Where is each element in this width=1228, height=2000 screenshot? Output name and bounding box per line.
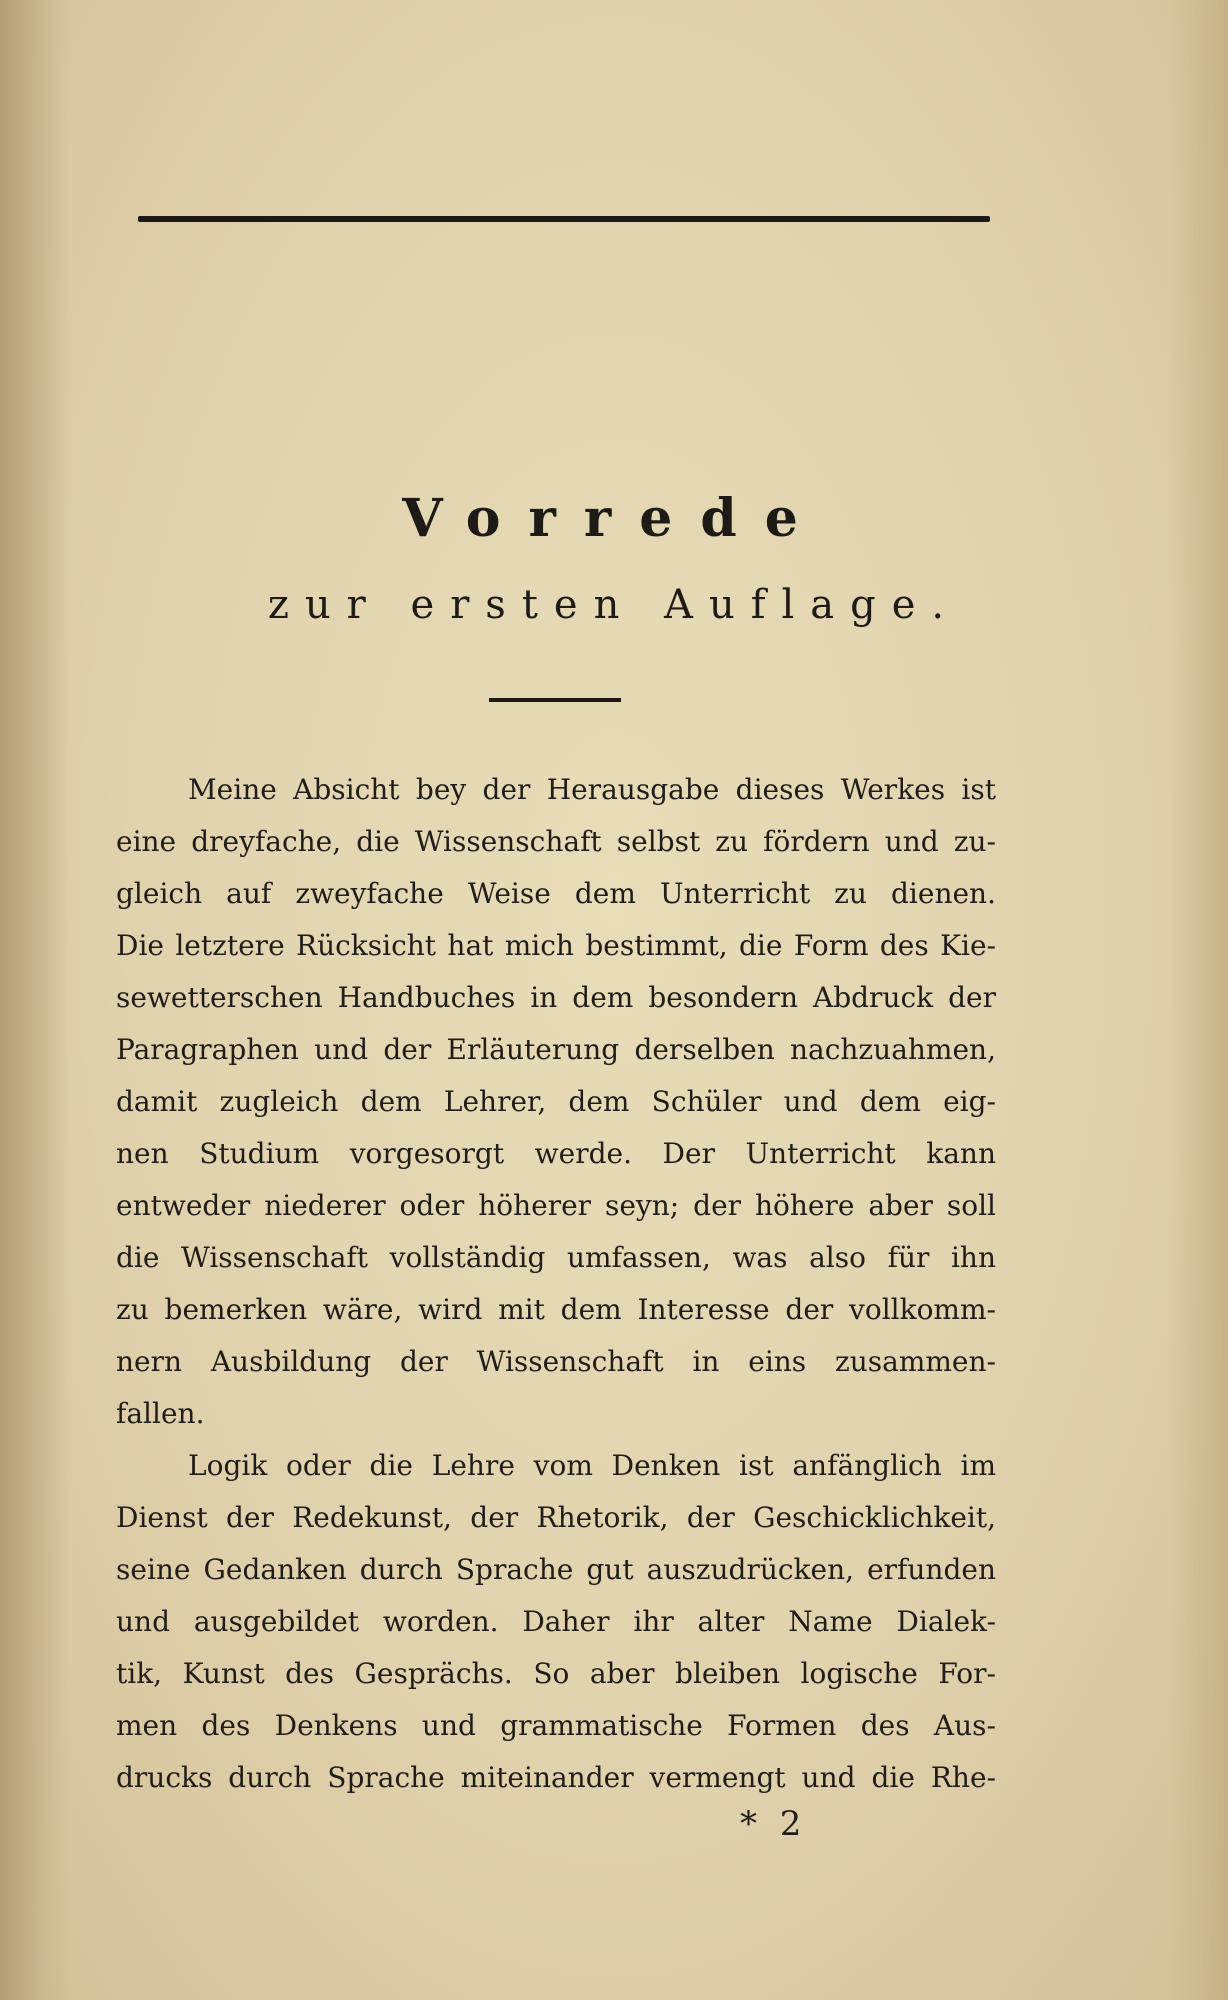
text-line: seine Gedanken durch Sprache gut auszudrücken, erfunden bbox=[116, 1553, 996, 1586]
text-line: nen Studium vorgesorgt werde. Der Unterricht kann bbox=[116, 1137, 996, 1170]
signature-mark: * 2 bbox=[740, 1804, 808, 1844]
header-rule bbox=[138, 216, 990, 222]
text-line: und ausgebildet worden. Daher ihr alter Name Dialek- bbox=[116, 1605, 996, 1638]
text-line: Dienst der Redekunst, der Rhetorik, der Geschicklichkeit, bbox=[116, 1501, 996, 1534]
text-line: drucks durch Sprache miteinander vermengt und die Rhe- bbox=[116, 1761, 996, 1794]
text-line: Logik oder die Lehre vom Denken ist anfänglich im bbox=[188, 1449, 996, 1482]
text-line: fallen. bbox=[116, 1397, 205, 1430]
text-line: sewetterschen Handbuches in dem besondern Abdruck der bbox=[116, 981, 996, 1014]
edge-shadow bbox=[1168, 0, 1228, 2000]
text-line: nern Ausbildung der Wissenschaft in eins zusammen- bbox=[116, 1345, 996, 1378]
page-title: Vorrede bbox=[402, 488, 826, 549]
text-line: die Wissenschaft vollständig umfassen, was also für ihn bbox=[116, 1241, 996, 1274]
title-divider bbox=[489, 698, 621, 702]
text-line: damit zugleich dem Lehrer, dem Schüler und dem eig- bbox=[116, 1085, 996, 1118]
text-line: zu bemerken wäre, wird mit dem Interesse der vollkomm- bbox=[116, 1293, 996, 1326]
page-subtitle: zur ersten Auflage. bbox=[267, 582, 961, 628]
text-line: tik, Kunst des Gesprächs. So aber bleiben logische For- bbox=[116, 1657, 996, 1690]
text-line: men des Denkens und grammatische Formen des Aus- bbox=[116, 1709, 996, 1742]
text-line: Paragraphen und der Erläuterung derselben nachzuahmen, bbox=[116, 1033, 996, 1066]
body-text bbox=[116, 764, 996, 1804]
text-line: entweder niederer oder höherer seyn; der höhere aber soll bbox=[116, 1189, 996, 1222]
text-line: eine dreyfache, die Wissenschaft selbst zu fördern und zu- bbox=[116, 825, 996, 858]
text-line: Meine Absicht bey der Herausgabe dieses Werkes ist bbox=[188, 773, 996, 806]
binding-shadow bbox=[0, 0, 70, 2000]
text-line: Die letztere Rücksicht hat mich bestimmt, die Form des Kie- bbox=[116, 929, 996, 962]
text-line: gleich auf zweyfache Weise dem Unterricht zu dienen. bbox=[116, 877, 996, 910]
